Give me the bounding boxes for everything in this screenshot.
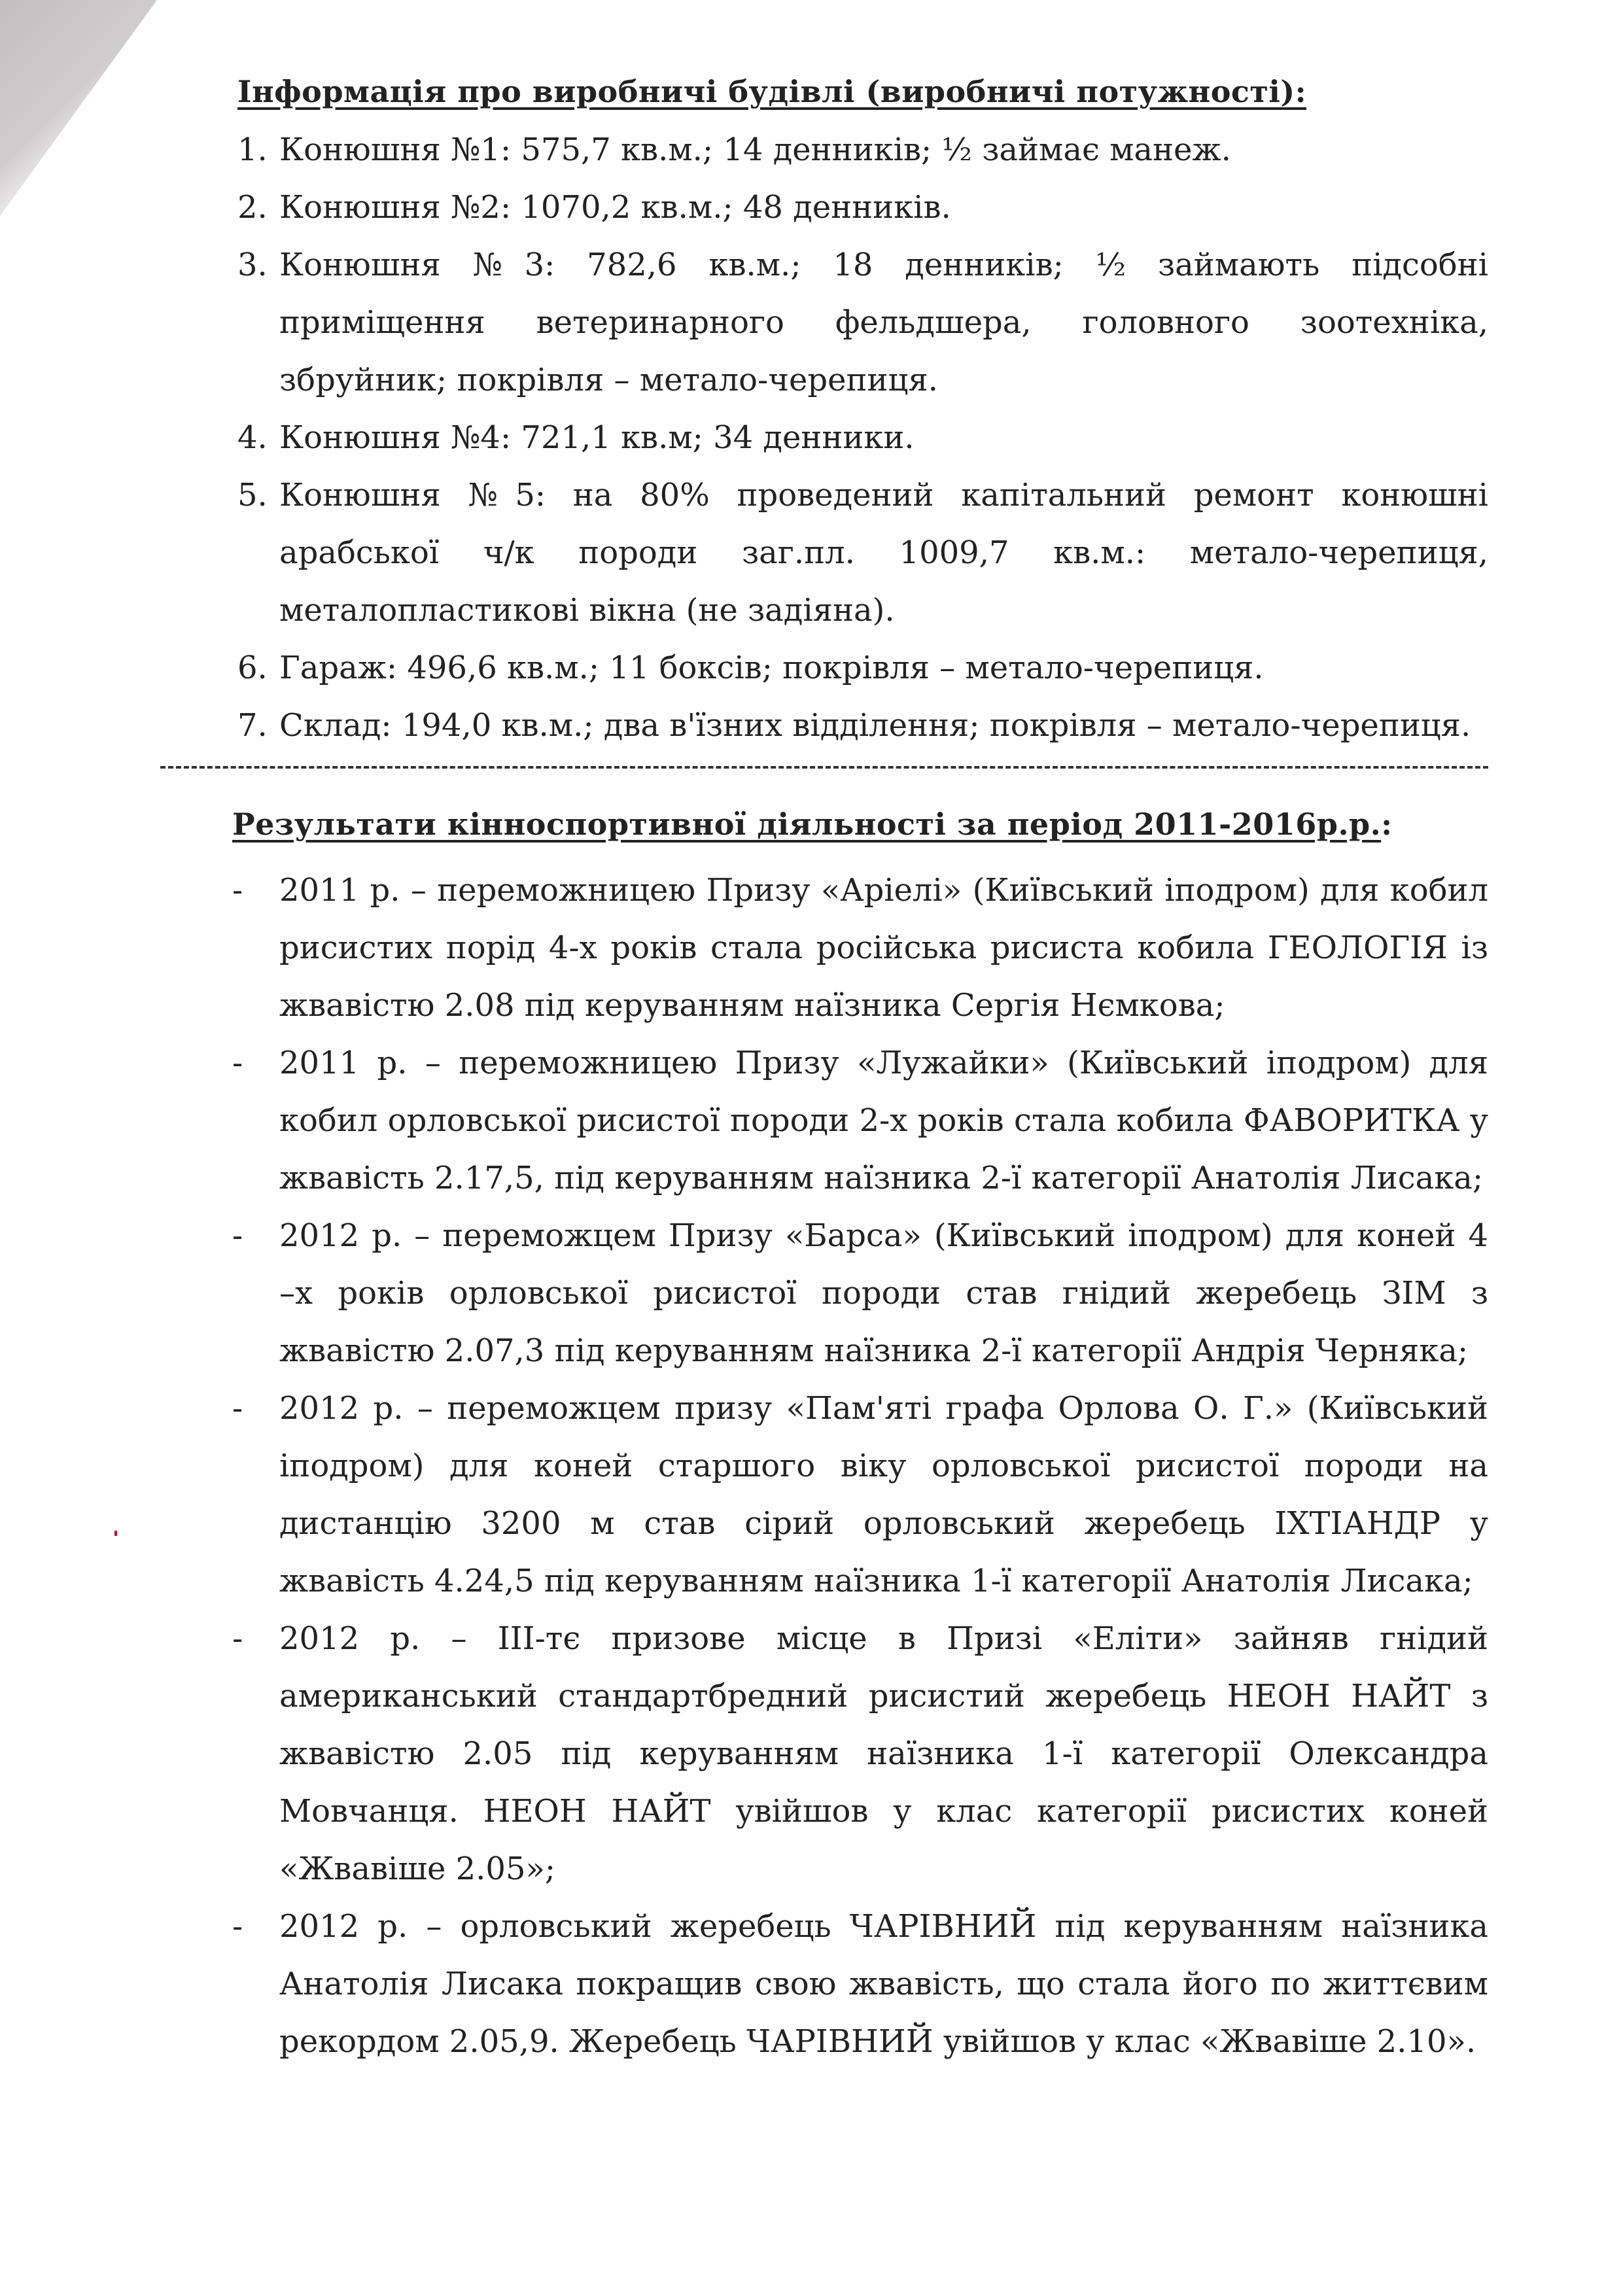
results-heading — [232, 795, 1488, 854]
scan-shadow — [0, 0, 157, 216]
item-number: 5. — [237, 477, 268, 513]
item-text: Гараж: 496,6 кв.м.; 11 боксів; покрівля – метало-черепиця. — [279, 650, 1264, 686]
bullet-dash: - — [232, 1620, 243, 1657]
list-item — [232, 236, 1488, 409]
list-item — [232, 409, 1488, 466]
list-item — [232, 1034, 1488, 1207]
item-text: 2012 р. – орловський жеребець ЧАРІВНИЙ під керуванням наїзника Анатолія Лисака покращив свою жвавість, що стала його по життєвим рекордом 2.05,9. Жеребець ЧАРІВНИЙ увійшов у клас «Жвавіше 2.10». — [279, 1908, 1488, 2060]
item-number: 3. — [237, 247, 268, 283]
dashed-divider — [160, 766, 1488, 769]
bullet-dash: - — [232, 1217, 243, 1254]
results-heading-text: Результати кінноспортивної діяльності за період 2011-2016р.р. — [232, 807, 1382, 842]
item-text: 2012 р. – переможцем призу «Пам'яті графа Орлова О. Г.» (Київський іподром) для коней старшого віку орловської рисистої породи на дистанцію 3200 м став сірий орловський жеребець ІХТІАНДР у жвавість 4.24,5 під керуванням наїзника 1-ї категорії Анатолія Лисака; — [279, 1390, 1488, 1599]
list-item — [232, 1610, 1488, 1898]
bullet-dash: - — [232, 1390, 243, 1427]
item-text: 2011 р. – переможницею Призу «Аріелі» (Київський іподром) для кобил рисистих порід 4-х років стала російська рисиста кобила ГЕОЛОГІЯ із жвавістю 2.08 під керуванням наїзника Сергія Нємкова; — [279, 872, 1488, 1024]
list-item — [232, 121, 1488, 179]
item-text: Конюшня №3: 782,6 кв.м.; 18 денників; ½ займають підсобні приміщення ветеринарного фельдшера, головного зоотехніка, збруйник; покрівля – метало-черепиця. — [279, 247, 1488, 398]
item-number: 7. — [237, 707, 268, 744]
list-item — [232, 179, 1488, 236]
buildings-list — [232, 121, 1488, 754]
item-text: 2011 р. – переможницею Призу «Лужайки» (Київський іподром) для кобил орловської рисистої породи 2-х років стала кобила ФАВОРИТКА у жвавість 2.17,5, під керуванням наїзника 2-ї категорії Анатолія Лисака; — [279, 1045, 1488, 1196]
item-number: 1. — [237, 131, 268, 168]
list-item — [232, 639, 1488, 697]
bullet-dash: - — [232, 1908, 243, 1945]
list-item — [232, 1207, 1488, 1380]
item-number: 2. — [237, 189, 268, 226]
buildings-heading: Інформація про виробничі будівлі (виробничі потужності): — [237, 74, 1307, 109]
list-item — [232, 697, 1488, 754]
item-text: Конюшня №4: 721,1 кв.м; 34 денники. — [279, 419, 915, 456]
bullet-dash: - — [232, 872, 243, 909]
document-page — [232, 62, 1488, 2070]
item-text: 2012 р. – переможцем Призу «Барса» (Київський іподром) для коней 4 –х років орловської рисистої породи став гнідий жеребець ЗІМ з жвавістю 2.07,3 під керуванням наїзника 2-ї категорії Андрія Черняка; — [279, 1217, 1488, 1369]
item-number: 4. — [237, 419, 268, 456]
list-item — [232, 466, 1488, 639]
item-text: 2012 р. – ІІІ-тє призове місце в Призі «Еліти» зайняв гнідий американський стандартбредний рисистий жеребець НЕОН НАЙТ з жвавістю 2.05 під керуванням наїзника 1-ї категорії Олександра Мовчанця. НЕОН НАЙТ увійшов у клас категорії рисистих коней «Жвавіше 2.05»; — [279, 1620, 1488, 1887]
item-text: Конюшня №1: 575,7 кв.м.; 14 денників; ½ займає манеж. — [279, 131, 1231, 168]
list-item — [232, 1898, 1488, 2070]
results-list — [232, 861, 1488, 2070]
list-item — [232, 1380, 1488, 1610]
scan-speck — [114, 1531, 117, 1536]
item-text: Конюшня №2: 1070,2 кв.м.; 48 денників. — [279, 189, 951, 226]
results-heading-colon: : — [1381, 807, 1393, 842]
bullet-dash: - — [232, 1045, 243, 1081]
item-text: Конюшня №5: на 80% проведений капітальний ремонт конюшні арабської ч/к породи заг.пл. 1009,7 кв.м.: метало-черепиця, металопластикові вікна (не задіяна). — [279, 477, 1488, 629]
item-text: Склад: 194,0 кв.м.; два в'їзних відділення; покрівля – метало-черепиця. — [279, 707, 1471, 744]
list-item — [232, 861, 1488, 1034]
item-number: 6. — [237, 650, 268, 686]
